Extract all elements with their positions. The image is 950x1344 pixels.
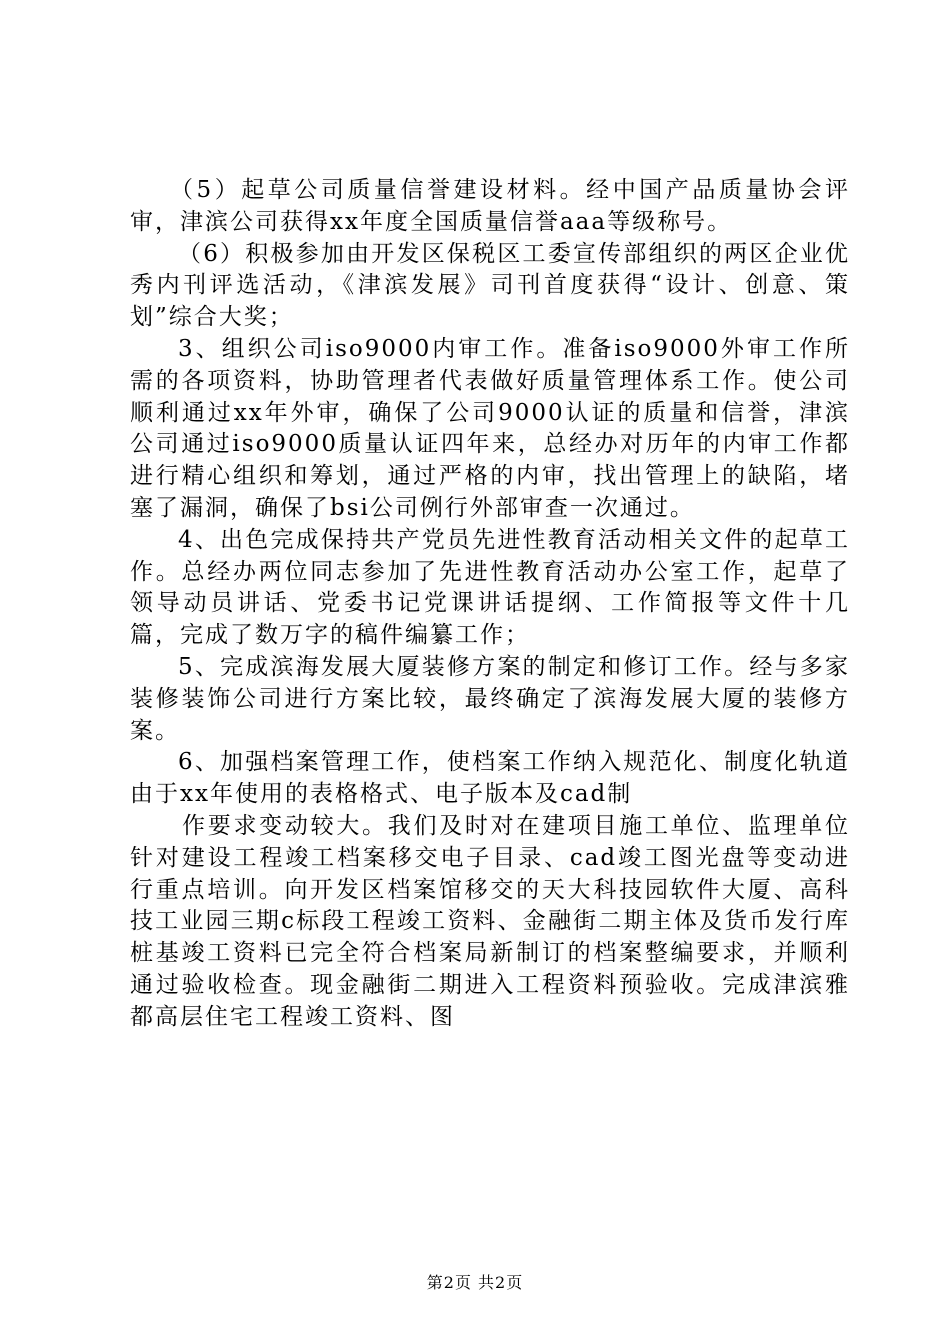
paragraph-internal-journal: （6）积极参加由开发区保税区工委宣传部组织的两区企业优秀内刊评选活动，《津滨发展》司刊首度获得“设计、创意、策划”综合大奖； xyxy=(130,240,850,331)
paragraph-building-renovation: 5、完成滨海发展大厦装修方案的制定和修订工作。经与多家装修装饰公司进行方案比较，最终确定了滨海发展大厦的装修方案。 xyxy=(130,653,850,744)
page-footer: 第2页 共2页 xyxy=(426,1273,524,1292)
paragraph-archive-continuation: 作要求变动较大。我们及时对在建项目施工单位、监理单位针对建设工程竣工档案移交电子目录、cad竣工图光盘等变动进行重点培训。向开发区档案馆移交的天大科技园软件大厦、高科技工业园三期c标段工程竣工资料、金融街二期主体及货币发行库桩基竣工资料已完全符合档案局新制订的档案整编要求，并顺利通过验收检查。现金融街二期进入工程资料预验收。完成津滨雅都高层住宅工程竣工资料、图 xyxy=(130,812,850,1030)
paragraph-iso9000-audit: 3、组织公司iso9000内审工作。准备iso9000外审工作所需的各项资料，协助管理者代表做好质量管理体系工作。使公司顺利通过xx年外审，确保了公司9000认证的质量和信誉，津滨公司通过iso9000质量认证四年来，总经办对历年的内审工作都进行精心组织和筹划，通过严格的内审，找出管理上的缺陷，堵塞了漏洞，确保了bsi公司例行外部审查一次通过。 xyxy=(130,335,850,521)
document-body xyxy=(130,175,850,1034)
paragraph-quality-credit: （5）起草公司质量信誉建设材料。经中国产品质量协会评审，津滨公司获得xx年度全国质量信誉aaa等级称号。 xyxy=(130,177,850,235)
paragraph-party-education: 4、出色完成保持共产党员先进性教育活动相关文件的起草工作。总经办两位同志参加了先进性教育活动办公室工作，起草了领导动员讲话、党委书记党课讲话提纲、工作简报等文件十几篇，完成了数万字的稿件编纂工作； xyxy=(130,526,850,649)
paragraph-archive-management: 6、加强档案管理工作，使档案工作纳入规范化、制度化轨道由于xx年使用的表格格式、电子版本及cad制 xyxy=(130,749,850,808)
